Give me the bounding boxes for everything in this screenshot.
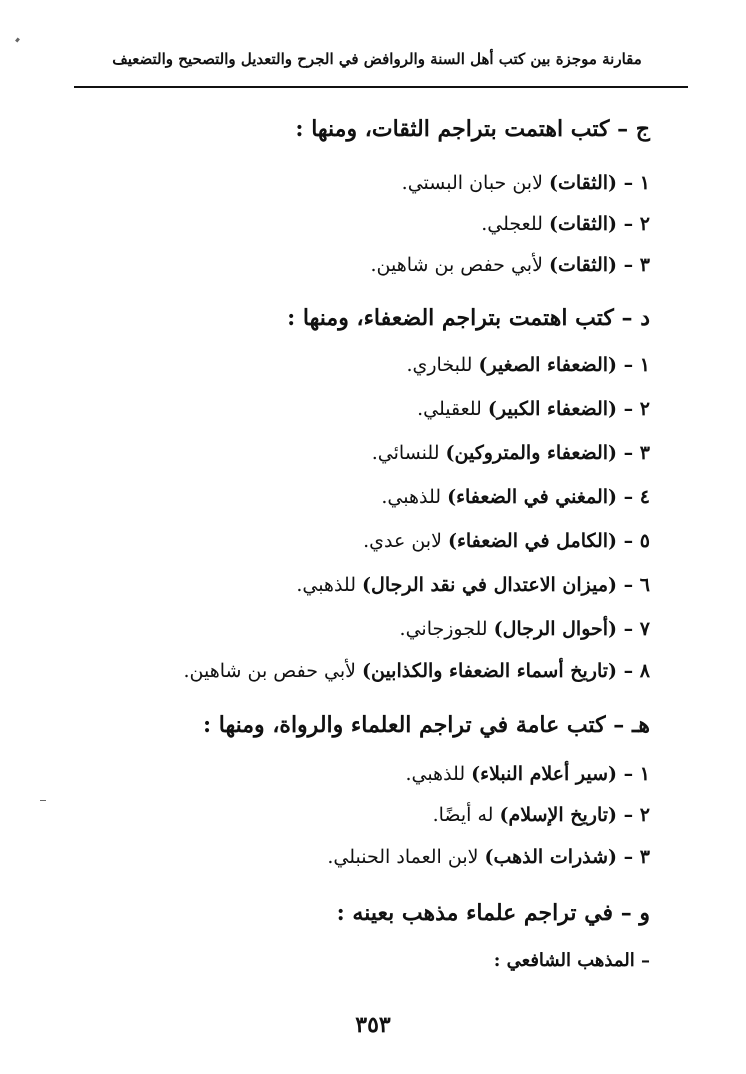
book-title: (الضعفاء الصغير) — [478, 354, 618, 376]
book-author: لأبي حفص بن شاهين. — [183, 660, 362, 682]
list-item — [60, 172, 650, 194]
item-number: ١ — [639, 172, 650, 194]
list-item — [60, 354, 650, 376]
item-number: ٤ — [639, 486, 650, 508]
item-number: ٣ — [639, 254, 650, 276]
book-author: للذهبي. — [405, 763, 472, 785]
running-header: مقارنة موجزة بين كتب أهل السنة والروافض في الجرح والتعديل والتصحيح والتضعيف — [112, 50, 642, 68]
book-title: (ميزان الاعتدال في نقد الرجال) — [362, 574, 618, 596]
book-title: (سير أعلام النبلاء) — [471, 763, 618, 785]
item-dash: – — [617, 254, 640, 276]
book-author: للجوزجاني. — [399, 618, 494, 640]
book-author: لابن العماد الحنبلي. — [327, 846, 485, 868]
item-number: ٧ — [639, 618, 650, 640]
book-title: (الثقات) — [548, 254, 618, 276]
item-dash: – — [617, 618, 640, 640]
book-author: للنسائي. — [371, 442, 446, 464]
book-author: للبخاري. — [406, 354, 479, 376]
list-item — [60, 530, 650, 552]
item-dash: – — [617, 846, 640, 868]
book-author: لابن حبان البستي. — [401, 172, 549, 194]
item-dash: – — [617, 442, 640, 464]
item-number: ٥ — [639, 530, 650, 552]
book-author: للذهبي. — [296, 574, 363, 596]
list-item — [60, 213, 650, 235]
page-number: ٣٥٣ — [355, 1012, 391, 1038]
book-title: (الثقات) — [548, 213, 618, 235]
list-item — [60, 660, 650, 682]
list-item — [60, 442, 650, 464]
scan-speck — [40, 800, 46, 801]
book-title: (شذرات الذهب) — [484, 846, 618, 868]
item-number: ٦ — [639, 574, 650, 596]
book-author: له أيضًا. — [432, 804, 500, 826]
item-dash: – — [617, 354, 640, 376]
scan-speck — [15, 38, 20, 43]
item-number: ٣ — [639, 442, 650, 464]
item-dash: – — [617, 530, 640, 552]
list-item — [60, 486, 650, 508]
item-dash: – — [617, 574, 640, 596]
list-item — [60, 618, 650, 640]
book-title: (الضعفاء الكبير) — [487, 398, 618, 420]
item-number: ٣ — [639, 846, 650, 868]
item-number: ١ — [639, 354, 650, 376]
item-dash: – — [617, 763, 640, 785]
section-heading-jim: ج – كتب اهتمت بتراجم الثقات، ومنها : — [295, 116, 650, 142]
list-item — [60, 804, 650, 826]
book-title: (تاريخ الإسلام) — [499, 804, 618, 826]
book-title: (تاريخ أسماء الضعفاء والكذابين) — [361, 660, 618, 682]
header-rule — [74, 86, 688, 88]
item-number: ٢ — [639, 213, 650, 235]
item-dash: – — [617, 213, 640, 235]
book-author: لأبي حفص بن شاهين. — [370, 254, 549, 276]
item-dash: – — [617, 660, 640, 682]
book-author: للذهبي. — [381, 486, 448, 508]
item-number: ٢ — [639, 804, 650, 826]
list-item — [60, 846, 650, 868]
item-dash: – — [617, 172, 640, 194]
list-item — [60, 398, 650, 420]
book-title: (الكامل في الضعفاء) — [447, 530, 618, 552]
item-dash: – — [617, 398, 640, 420]
item-dash: – — [617, 804, 640, 826]
list-item — [60, 254, 650, 276]
book-title: (المغني في الضعفاء) — [447, 486, 618, 508]
book-title: (الضعفاء والمتروكين) — [445, 442, 618, 464]
list-item — [60, 574, 650, 596]
section-heading-waw: و – في تراجم علماء مذهب بعينه : — [336, 900, 650, 926]
book-title: (الثقات) — [548, 172, 618, 194]
section-heading-ha: هـ – كتب عامة في تراجم العلماء والرواة، ومنها : — [202, 712, 650, 738]
item-number: ٢ — [639, 398, 650, 420]
book-author: للعجلي. — [481, 213, 549, 235]
subheading-shafii: – المذهب الشافعي : — [493, 950, 650, 971]
item-number: ٨ — [639, 660, 650, 682]
section-heading-dal: د – كتب اهتمت بتراجم الضعفاء، ومنها : — [287, 305, 650, 331]
item-dash: – — [617, 486, 640, 508]
book-author: للعقيلي. — [417, 398, 488, 420]
list-item — [60, 763, 650, 785]
item-number: ١ — [639, 763, 650, 785]
book-author: لابن عدي. — [363, 530, 448, 552]
book-title: (أحوال الرجال) — [493, 618, 618, 640]
